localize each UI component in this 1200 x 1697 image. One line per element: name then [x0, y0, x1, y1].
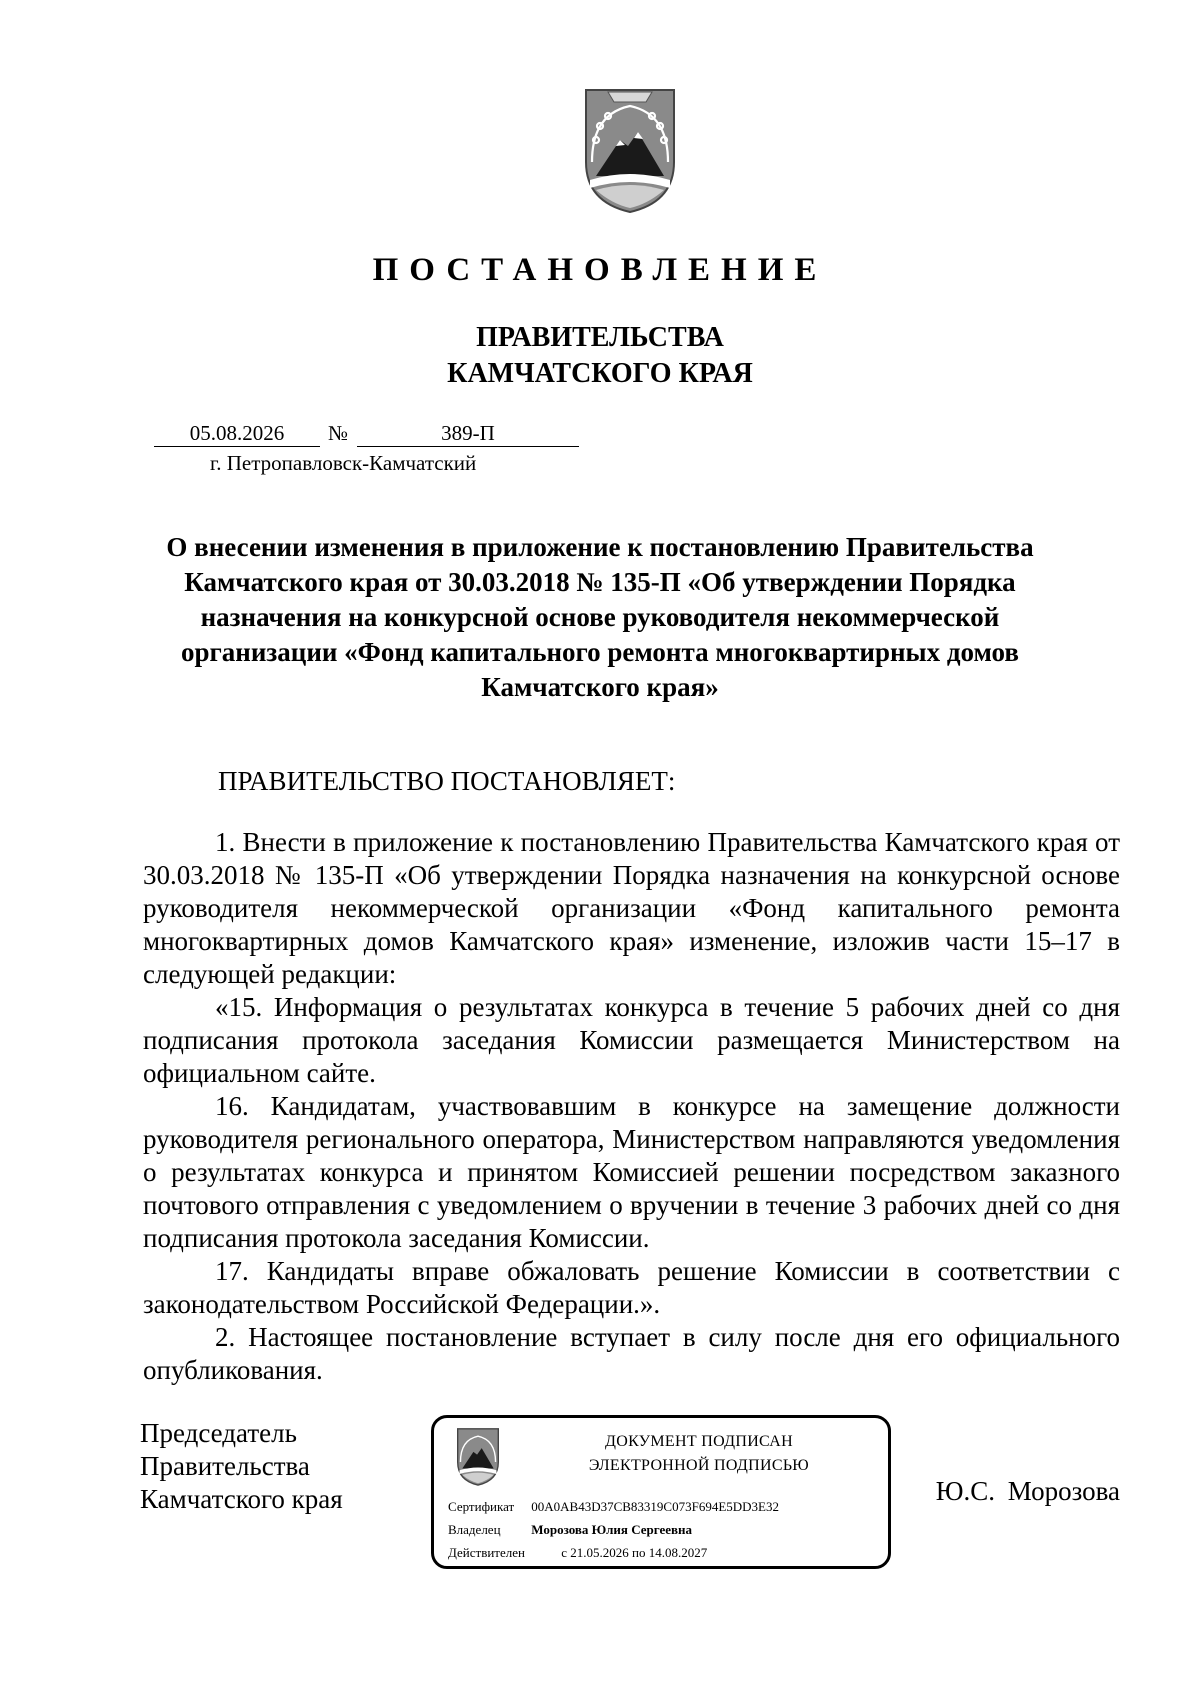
- document-number: 389-П: [357, 420, 579, 447]
- document-city: г. Петропавловск-Камчатский: [210, 451, 477, 475]
- signatory-title: [140, 1417, 343, 1516]
- issuer-name: [0, 320, 1200, 392]
- kamchatka-coat-of-arms-icon: [454, 1426, 502, 1486]
- stamp-certificate-row: [448, 1498, 779, 1516]
- valid-from-prefix: с: [561, 1545, 568, 1560]
- paragraph: 17. Кандидаты вправе обжаловать решение Комиссии в соответствии с законодательством Российской Федерации.».: [143, 1256, 1120, 1319]
- paragraph: 2. Настоящее постановление вступает в силу после дня его официального опубликования.: [143, 1322, 1120, 1385]
- stamp-heading-line-2: ЭЛЕКТРОННОЙ ПОДПИСЬЮ: [588, 1457, 810, 1474]
- number-sign: №: [328, 421, 349, 445]
- electronic-signature-stamp: [431, 1415, 891, 1569]
- issuer-line-2: КАМЧАТСКОГО КРАЯ: [447, 358, 753, 389]
- valid-to-prefix: по: [632, 1545, 646, 1560]
- kamchatka-coat-of-arms-icon: [578, 84, 682, 214]
- document-subject: О внесении изменения в приложение к постановлению Правительства Камчатского края от 30.03.2018 № 135-П «Об утверждении Порядка назначения на конкурсной основе руководителя некоммерческой организации «Фонд капитального ремонта многоквартирных домов Камчатского края»: [166, 532, 1034, 702]
- stamp-validity-row: [448, 1544, 707, 1562]
- stamp-heading-line-1: ДОКУМЕНТ ПОДПИСАН: [605, 1433, 793, 1450]
- valid-from: 21.05.2026: [570, 1545, 629, 1560]
- signer-name: Ю.С. Морозова: [935, 1476, 1120, 1506]
- document-body: [143, 826, 1120, 1387]
- decree-phrase: ПРАВИТЕЛЬСТВО ПОСТАНОВЛЯЕТ:: [218, 766, 676, 796]
- owner-value: Морозова Юлия Сергеевна: [531, 1522, 693, 1537]
- stamp-owner-row: [448, 1521, 692, 1539]
- stamp-heading: [514, 1430, 884, 1478]
- signatory-title-line-2: Правительства: [140, 1451, 310, 1481]
- valid-label: Действителен: [448, 1545, 525, 1560]
- document-date: 05.08.2026: [154, 420, 320, 447]
- certificate-value: 00A0AB43D37CB83319C073F694E5DD3E32: [531, 1499, 779, 1514]
- issuer-line-1: ПРАВИТЕЛЬСТВА: [476, 322, 724, 353]
- signatory-title-line-1: Председатель: [140, 1418, 297, 1448]
- valid-to: 14.08.2027: [648, 1545, 708, 1560]
- signatory-title-line-3: Камчатского края: [140, 1484, 343, 1514]
- document-title: ПОСТАНОВЛЕНИЕ: [372, 252, 828, 288]
- paragraph: «15. Информация о результатах конкурса в течение 5 рабочих дней со дня подписания протокола заседания Комиссии размещается Министерством на официальном сайте.: [143, 992, 1120, 1088]
- owner-label: Владелец: [448, 1522, 501, 1537]
- certificate-label: Сертификат: [448, 1499, 515, 1514]
- paragraph: 16. Кандидатам, участвовавшим в конкурсе на замещение должности руководителя регионального оператора, Министерством направляются уведомления о результатах конкурса и принятом Комиссией решении посредством заказного почтового отправления с уведомлением о вручении в течение 3 рабочих дней со дня подписания протокола заседания Комиссии.: [143, 1091, 1120, 1253]
- paragraph: 1. Внести в приложение к постановлению Правительства Камчатского края от 30.03.2018 № 135-П «Об утверждении Порядка назначения на конкурсной основе руководителя некоммерческой организации «Фонд капитального ремонта многоквартирных домов Камчатского края» изменение, изложив части 15–17 в следующей редакции:: [143, 827, 1120, 989]
